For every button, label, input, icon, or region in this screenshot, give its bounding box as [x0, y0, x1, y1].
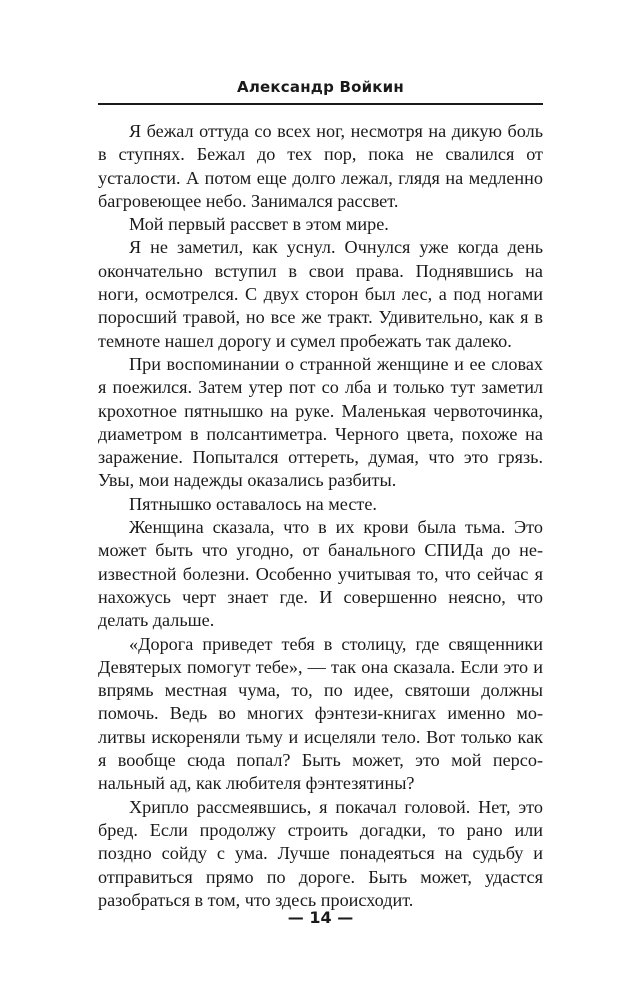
paragraph: Хрипло рассмеявшись, я покачал головой. Нет, это бред. Если продолжу строить догадки, то рано или поздно сойду с ума. Лучше понадеяться на судьбу и отправиться прямо по дороге. Быть может, удастся разобраться в том, что здесь происходит. [98, 796, 543, 910]
running-header-author: Александр Войкин [237, 78, 404, 96]
paragraph: Я бежал оттуда со всех ног, несмотря на дикую боль в ступнях. Бежал до тех пор, пока не свалился от усталости. А потом еще долго лежал, глядя на медленно багровеющее небо. Занимался рассвет. [98, 121, 543, 211]
body-text [98, 120, 543, 912]
paragraph: «Дорога приведет тебя в столицу, где священники Девятерых помогут тебе», — так она сказала. Если это и впрямь местная чума, то, по идее, святоши должны помочь. Ведь во многих фэнтези-книгах именно молитвы искореняли тьму и исцеляли тело. Вот только как я вообще сюда попал? Быть может, это мой персональный ад, как любителя фэнтезятины? [98, 633, 543, 794]
paragraph: Мой первый рассвет в этом мире. [129, 214, 389, 235]
page-number: — 14 — [287, 908, 354, 927]
header-rule [98, 103, 543, 105]
paragraph: При воспоминании о странной женщине и ее словах я поежился. Затем утер пот со лба и только тут заметил крохотное пятнышко на руке. Маленькая червоточинка, диаметром в полсантиметра. Черного цвета, похоже на заражение. Попытался оттереть, думая, что это грязь. Увы, мои надежды оказались разбиты. [98, 353, 543, 491]
paragraph: Пятнышко оставалось на месте. [129, 493, 377, 514]
paragraph: Женщина сказала, что в их крови была тьма. Это может быть что угодно, от банального СПИДа до неизвестной болезни. Особенно учитывая то, что сейчас я нахожусь черт знает где. И совершенно неясно, что делать дальше. [98, 517, 543, 631]
paragraph: Я не заметил, как уснул. Очнулся уже когда день окончательно вступил в свои права. Поднявшись на ноги, осмотрелся. С двух сторон был лес, а под ногами поросший травой, но все же тракт. Удивительно, как я в темноте нашел дорогу и сумел пробежать так далеко. [98, 237, 543, 351]
